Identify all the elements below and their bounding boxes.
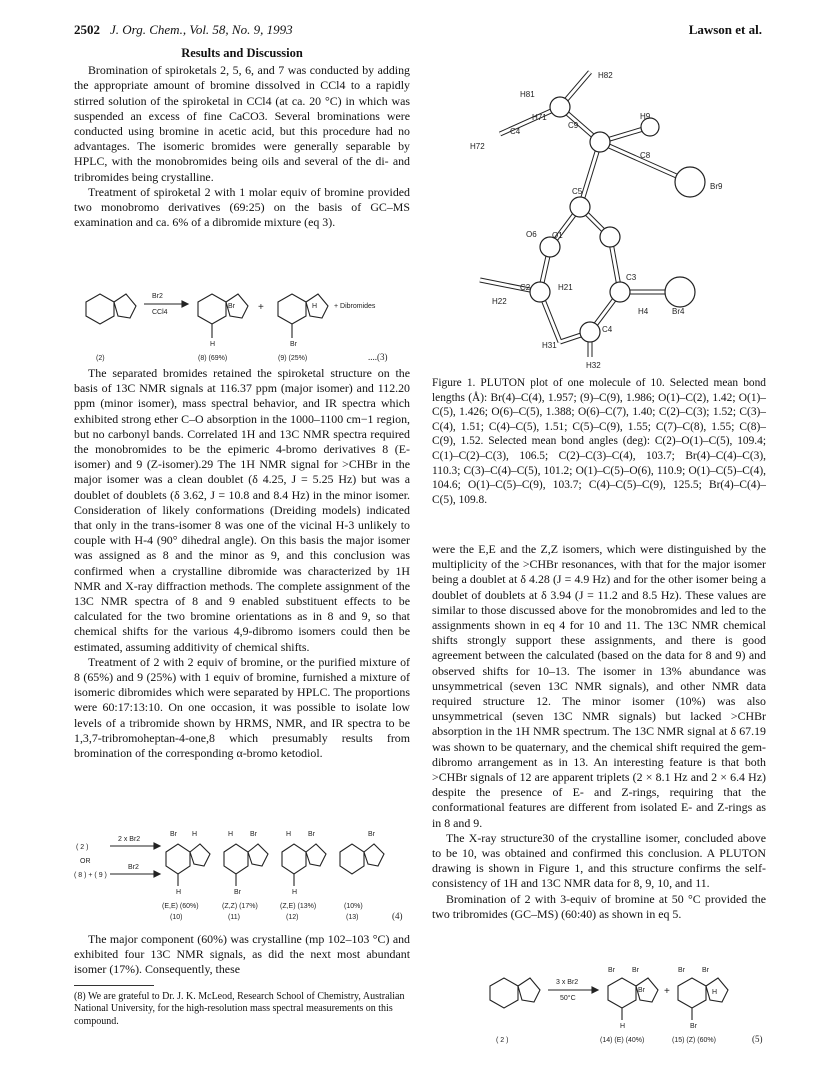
atom-label: Br xyxy=(702,967,709,974)
paragraph: were the E,E and the Z,Z isomers, which were distinguished by the multiplicity of the >CHBr resonances, with that for the major isomer being a doublet at δ 4.28 (J = 4.9 Hz) and for the other isomer being a doublet of doublets at δ 3.94 (J = 11.2 and 8.5 Hz). These values are similar to those discussed above for the monobromides and led to the assignments shown in eq 4 for 10 and 11. The 13C NMR chemical shifts strongly support these assignments, and there is good agreement between the calculated (based on the data for 8 and 9) and observed shifts for 10–13. The isomer in 13% abundance was unsymmetrical (seven 13C NMR signals), and other NMR data required structure 12. The minor isomer (10%) was also unsymmetrical (seven 13C NMR signals) but lacked >CHBr absorption in the 1H NMR spectrum. The 13C NMR signal at δ 67.19 was shown to be quaternary, and the chemical shift required the gem-dibromo arrangement as in 13. An interesting feature is that both >CHBr signals of 12 are apparent triplets (2 × 8.1 Hz and 2 × 6.4 Hz) despite the presence of E- and Z-rings, requiring that the conformational features are different from isolated E- and Z-rings as in 8 and 9. xyxy=(432,542,766,830)
atom-label: Br xyxy=(290,341,297,348)
atom-label: O1 xyxy=(552,231,563,240)
atom-label: H xyxy=(620,1023,626,1030)
paragraph: The major component (60%) was crystalline (mp 102–103 °C) and exhibited four 13C NMR signals, as did the next most abundant isomer (17%). Consequently, these xyxy=(74,932,410,977)
left-column-bottom xyxy=(74,932,410,978)
running-author: Lawson et al. xyxy=(688,22,762,37)
journal-citation: J. Org. Chem., Vol. 58, No. 9, 1993 xyxy=(110,22,293,37)
equation-number: (4) xyxy=(392,911,403,921)
atom-label: H71 xyxy=(532,113,547,122)
atom-label: Br xyxy=(250,831,257,838)
reagent-label: CCl4 xyxy=(152,309,168,316)
figure-1-caption: Figure 1. PLUTON plot of one molecule of 10. Selected mean bond lengths (Å): Br(4)–C(4), 1.957; (9)–C(9), 1.986; O(1)–C(2), 1.42; O(1)–C(5), 1.426; O(6)–C(5), 1.388; O(6)–C(7), 1.40; C(2)–C(3); 1.52; C(3)–C(4), 1.51; C(4)–C(5), 1.51; C(5)–C(9), 1.55; C(7)–C(8), 1.55; C(8)–C(9), 1.52. Selected mean bond angles (deg): C(2)–O(1)–C(5), 109.4; C(1)–C(2)–C(3), 106.5; C(2)–C(3)–C(4), 103.7; Br(4)–C(4)–C(3), 110.3; C(3)–C(4)–C(5), 101.2; O(1)–C(5)–O(6), 110.9; O(1)–C(5)–C(4), 104.6; O(1)–C(5)–C(9), 103.7; C(4)–C(5)–C(9), 125.5; Br(4)–C(4)–C(5), 109.8. xyxy=(432,377,766,506)
equation-number: (5) xyxy=(752,1034,763,1044)
isomer-ratio: (10%) xyxy=(344,903,363,910)
reagent-label: 50°C xyxy=(560,995,576,1002)
atom-label: C4 xyxy=(602,325,613,334)
isomer-ratio: (E,E) (60%) xyxy=(162,903,199,910)
page-number: 2502 xyxy=(74,22,100,37)
atom-label: H xyxy=(192,831,198,838)
atom-label: H xyxy=(228,831,234,838)
atom-label: Br xyxy=(170,831,177,838)
footnote-rule xyxy=(74,985,154,986)
equation-5-scheme xyxy=(482,960,772,1046)
or-label: OR xyxy=(80,858,91,865)
compound-number: (13) xyxy=(346,914,359,921)
left-column-middle xyxy=(74,366,410,761)
atom-label: H31 xyxy=(542,341,557,350)
atom-label: H xyxy=(712,989,718,996)
atom-label: C4 xyxy=(510,127,521,136)
left-column-top xyxy=(74,46,410,230)
atom-label: H xyxy=(312,303,318,310)
atom-label: Br xyxy=(690,1023,697,1030)
compound-number: (11) xyxy=(228,914,240,921)
atom-label: H81 xyxy=(520,90,535,99)
compound-label: ( 2 ) xyxy=(496,1037,509,1044)
paragraph: Bromination of 2 with 3-equiv of bromine at 50 °C provided the two tribromides (GC–MS) (60:40) as shown in eq 5. xyxy=(432,891,766,921)
atom-label: C2 xyxy=(520,283,531,292)
compound-label: ( 2 ) xyxy=(76,844,89,851)
compound-number: (12) xyxy=(286,914,299,921)
atom-label: C9 xyxy=(568,121,579,130)
compound-label: (15) (Z) (60%) xyxy=(672,1037,716,1044)
atom-label: Br xyxy=(638,987,645,994)
compound-number: (10) xyxy=(170,914,183,921)
equation-3-scheme xyxy=(78,280,408,364)
atom-label: Br xyxy=(234,889,241,896)
atom-label: Br xyxy=(678,967,685,974)
equation-number: ....(3) xyxy=(368,352,388,362)
section-heading: Results and Discussion xyxy=(181,46,303,60)
atom-label: H82 xyxy=(598,71,613,80)
compound-label: (2) xyxy=(96,355,105,362)
atom-label: H xyxy=(176,889,182,896)
isomer-ratio: (Z,E) (13%) xyxy=(280,903,317,910)
plus-sign: + xyxy=(258,302,264,313)
right-column xyxy=(432,542,766,922)
paragraph: Treatment of 2 with 2 equiv of bromine, or the purified mixture of 8 (65%) and 9 (25%) with 1 equiv of bromine, furnished a mixture of isomeric dibromides which were separated by HPLC. The proportions were 60:17:13:10. On one occasion, it was possible to isolate low levels of a tribromide shown by HRMS, NMR, and IR spectra to be 1,3,7-tribromoheptan-4-one,8 which presumably results from bromination of the corresponding α-bromo ketodiol. xyxy=(74,654,410,761)
atom-label: H32 xyxy=(586,361,601,370)
figure-1-pluton-plot xyxy=(440,52,770,370)
atom-label: C3 xyxy=(626,273,637,282)
compound-label: ( 8 ) + ( 9 ) xyxy=(74,872,107,879)
reagent-label: 2 x Br2 xyxy=(118,836,141,843)
isomer-ratio: (Z,Z) (17%) xyxy=(222,903,258,910)
atom-label: H72 xyxy=(470,142,485,151)
atom-label: Br xyxy=(368,831,375,838)
atom-label: O6 xyxy=(526,230,537,239)
atom-label: C5 xyxy=(572,187,583,196)
atom-label: Br xyxy=(632,967,639,974)
reagent-label: Br2 xyxy=(128,864,139,871)
paragraph: Bromination of spiroketals 2, 5, 6, and 7 was conducted by adding the appropriate amount of bromine dissolved in CCl4 to a rapidly stirred solution of the spiroketal in CCl4 (at ca. 20 °C) in which was suspended an excess of fine CaCO3. Several brominations were conducted using bromine in acetic acid, but this procedure had no advantages. The isomeric bromides were generally separable by HPLC, with the monobromides being oils and several of the di- and tribromides being crystalline. xyxy=(74,63,410,184)
compound-label: (9) (25%) xyxy=(278,355,308,362)
atom-label: Br4 xyxy=(672,307,685,316)
equation-4-scheme xyxy=(74,822,414,922)
atom-label: H xyxy=(210,341,216,348)
atom-label: H22 xyxy=(492,297,507,306)
reagent-label: 3 x Br2 xyxy=(556,979,579,986)
atom-label: Br xyxy=(608,967,615,974)
atom-label: Br xyxy=(308,831,315,838)
paragraph: The X-ray structure30 of the crystalline isomer, concluded above to be 10, was obtained and confirmed this conclusion. A PLUTON drawing is shown in Figure 1, and this structure confirms the self-consistency of 1H and 13C NMR data for 8, 9, 10, and 11. xyxy=(432,830,766,891)
byproduct-label: + Dibromides xyxy=(334,303,376,310)
reagent-label: Br2 xyxy=(152,293,163,300)
paragraph: Treatment of spiroketal 2 with 1 molar equiv of bromine provided two monobromo derivatives (69:25) on the basis of GC–MS examination and ca. 6% of a dibromide mixture (eq 3). xyxy=(74,184,410,230)
footnote: (8) We are grateful to Dr. J. K. McLeod, Research School of Chemistry, Australian National University, for the high-resolution mass spectral measurements on this compound. xyxy=(74,991,405,1027)
compound-label: (8) (69%) xyxy=(198,355,228,362)
plus-sign: + xyxy=(664,986,670,997)
atom-label: C8 xyxy=(640,151,651,160)
atom-label: H21 xyxy=(558,283,573,292)
atom-label: H xyxy=(286,831,292,838)
paragraph: The separated bromides retained the spiroketal structure on the basis of 13C NMR signals at 116.37 ppm (major isomer) and 112.20 ppm (minor isomer), mass spectral behavior, and IR spectra which exhibited strong ether C–O absorption in the 1000–1100 cm−1 region, but no carbonyl bands. Correlated 1H and 13C NMR spectra required the monobromides to be the epimeric 4-bromo derivatives 8 (E-isomer) and 9 (Z-isomer).29 The 1H NMR signal for >CHBr in the major isomer was a clean doublet (δ 4.25, J = 5.25 Hz) but was a doublet of doublets (δ 3.62, J = 10.8 and 8.4 Hz) in the minor isomer. Consideration of likely conformations (Dreiding models) indicated that only in the trans-isomer 8 was one of the vicinal H-3 unlikely to couple with H-4 (90° dihedral angle). On this basis the major isomer was assigned as 8 and the minor as 9, and this conclusion was confirmed when a crystalline dibromide was characterized by 1H NMR and X-ray diffraction methods. The complete assignment of the 13C NMR spectra of 8 and 9 enabled substituent effects to be calculated for the two bromine orientations as in 8 and 9, so that chemical shifts for the various 4,9-dibromo isomers could then be estimated, assuming additivity of chemical shifts. xyxy=(74,366,410,654)
atom-label: H9 xyxy=(640,112,651,121)
atom-label: Br9 xyxy=(710,182,723,191)
atom-label: H4 xyxy=(638,307,649,316)
atom-label: Br xyxy=(228,303,235,310)
compound-label: (14) (E) (40%) xyxy=(600,1037,645,1044)
atom-label: H xyxy=(292,889,298,896)
